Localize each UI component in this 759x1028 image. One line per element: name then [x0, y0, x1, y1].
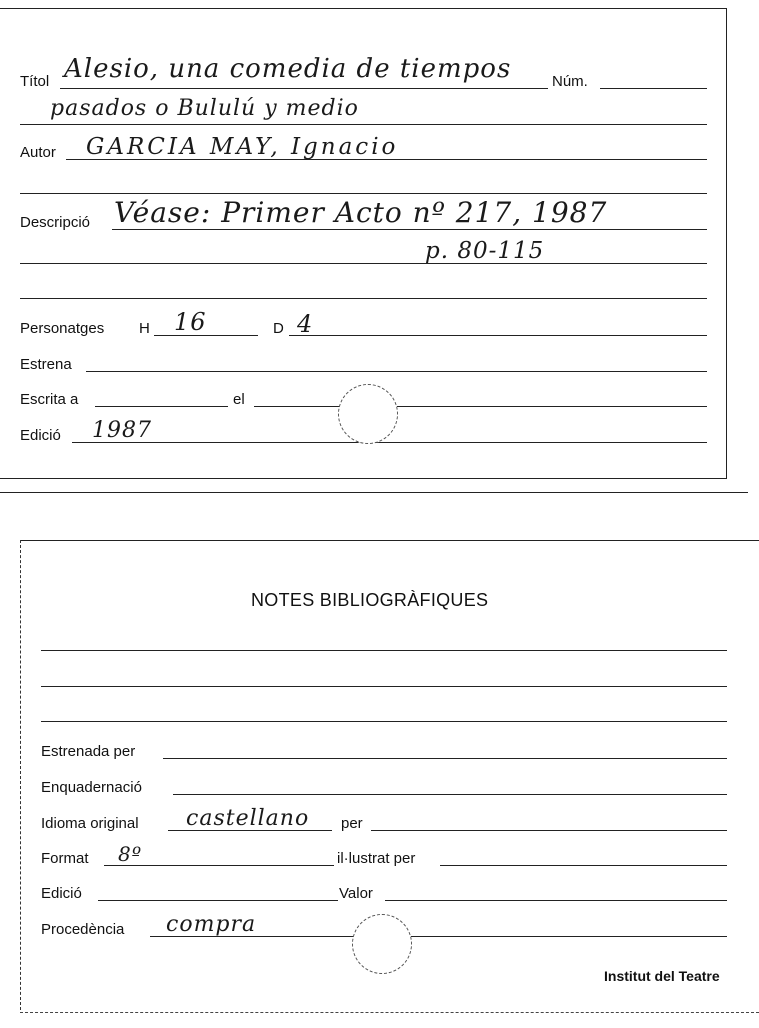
titol-label: Títol	[20, 73, 50, 90]
personatges-label: Personatges	[20, 320, 105, 337]
enquadernacio-label: Enquadernació	[41, 779, 142, 796]
titol-value-line1: Alesio, una comedia de tiempos	[64, 54, 512, 84]
estrena-line	[86, 371, 707, 372]
valor-line	[385, 900, 727, 901]
card2-left-border	[20, 540, 21, 1010]
illustrat-per-label: il·lustrat per	[337, 850, 416, 867]
escrita-a-label: Escrita a	[20, 391, 79, 408]
descripcio-label: Descripció	[20, 214, 91, 231]
edicio2-label: Edició	[41, 885, 82, 902]
estrenada-per-label: Estrenada per	[41, 743, 136, 760]
descripcio-value-line2: p. 80-115	[425, 238, 545, 264]
punch-hole-2	[352, 914, 412, 974]
escrita-a-line	[95, 406, 228, 407]
personatges-h-value: 16	[174, 308, 207, 336]
procedencia-value: compra	[166, 912, 257, 937]
personatges-d-label: D	[273, 320, 284, 337]
descripcio-value-line1: Véase: Primer Acto nº 217, 1987	[114, 196, 608, 229]
personatges-d-value: 4	[297, 310, 314, 338]
num-label: Núm.	[552, 73, 588, 90]
format-label: Format	[41, 850, 89, 867]
blank-line-1	[20, 193, 707, 194]
titol-line-2	[20, 124, 707, 125]
punch-hole	[338, 384, 398, 444]
el-line	[254, 406, 707, 407]
edicio-value: 1987	[92, 418, 152, 443]
descripcio-line-2	[20, 263, 707, 264]
blank-line-2	[20, 298, 707, 299]
autor-label: Autor	[20, 144, 56, 161]
valor-label: Valor	[339, 885, 373, 902]
descripcio-line	[112, 229, 707, 230]
enquadernacio-line	[173, 794, 727, 795]
idioma-per-label: per	[341, 815, 363, 832]
num-line	[600, 88, 707, 89]
edicio2-line	[98, 900, 338, 901]
institution-name: Institut del Teatre	[604, 968, 720, 984]
card1-right-border	[726, 8, 727, 478]
card2-top-border	[20, 540, 759, 541]
idioma-original-value: castellano	[186, 806, 310, 831]
autor-value: GARCIA MAY, Ignacio	[86, 134, 399, 160]
personatges-h-label: H	[139, 320, 150, 337]
procedencia-label: Procedència	[41, 921, 125, 938]
titol-line	[60, 88, 548, 89]
estrena-label: Estrena	[20, 356, 72, 373]
notes-line-3	[41, 721, 727, 722]
notes-line-1	[41, 650, 727, 651]
illustrat-per-line	[440, 865, 727, 866]
card-separator	[0, 492, 748, 493]
card1-bottom-border	[0, 478, 727, 479]
el-label: el	[233, 391, 245, 408]
idioma-original-label: Idioma original	[41, 815, 139, 832]
format-value: 8º	[118, 842, 143, 866]
card1-top-border	[0, 8, 727, 9]
personatges-d-line	[289, 335, 707, 336]
card2-bottom-border	[20, 1012, 759, 1013]
titol-value-line2: pasados o Bululú y medio	[50, 96, 359, 121]
edicio-line	[72, 442, 707, 443]
estrenada-per-line	[163, 758, 727, 759]
edicio-label: Edició	[20, 427, 61, 444]
notes-line-2	[41, 686, 727, 687]
notes-heading: NOTES BIBLIOGRÀFIQUES	[251, 590, 489, 610]
idioma-per-line	[371, 830, 727, 831]
